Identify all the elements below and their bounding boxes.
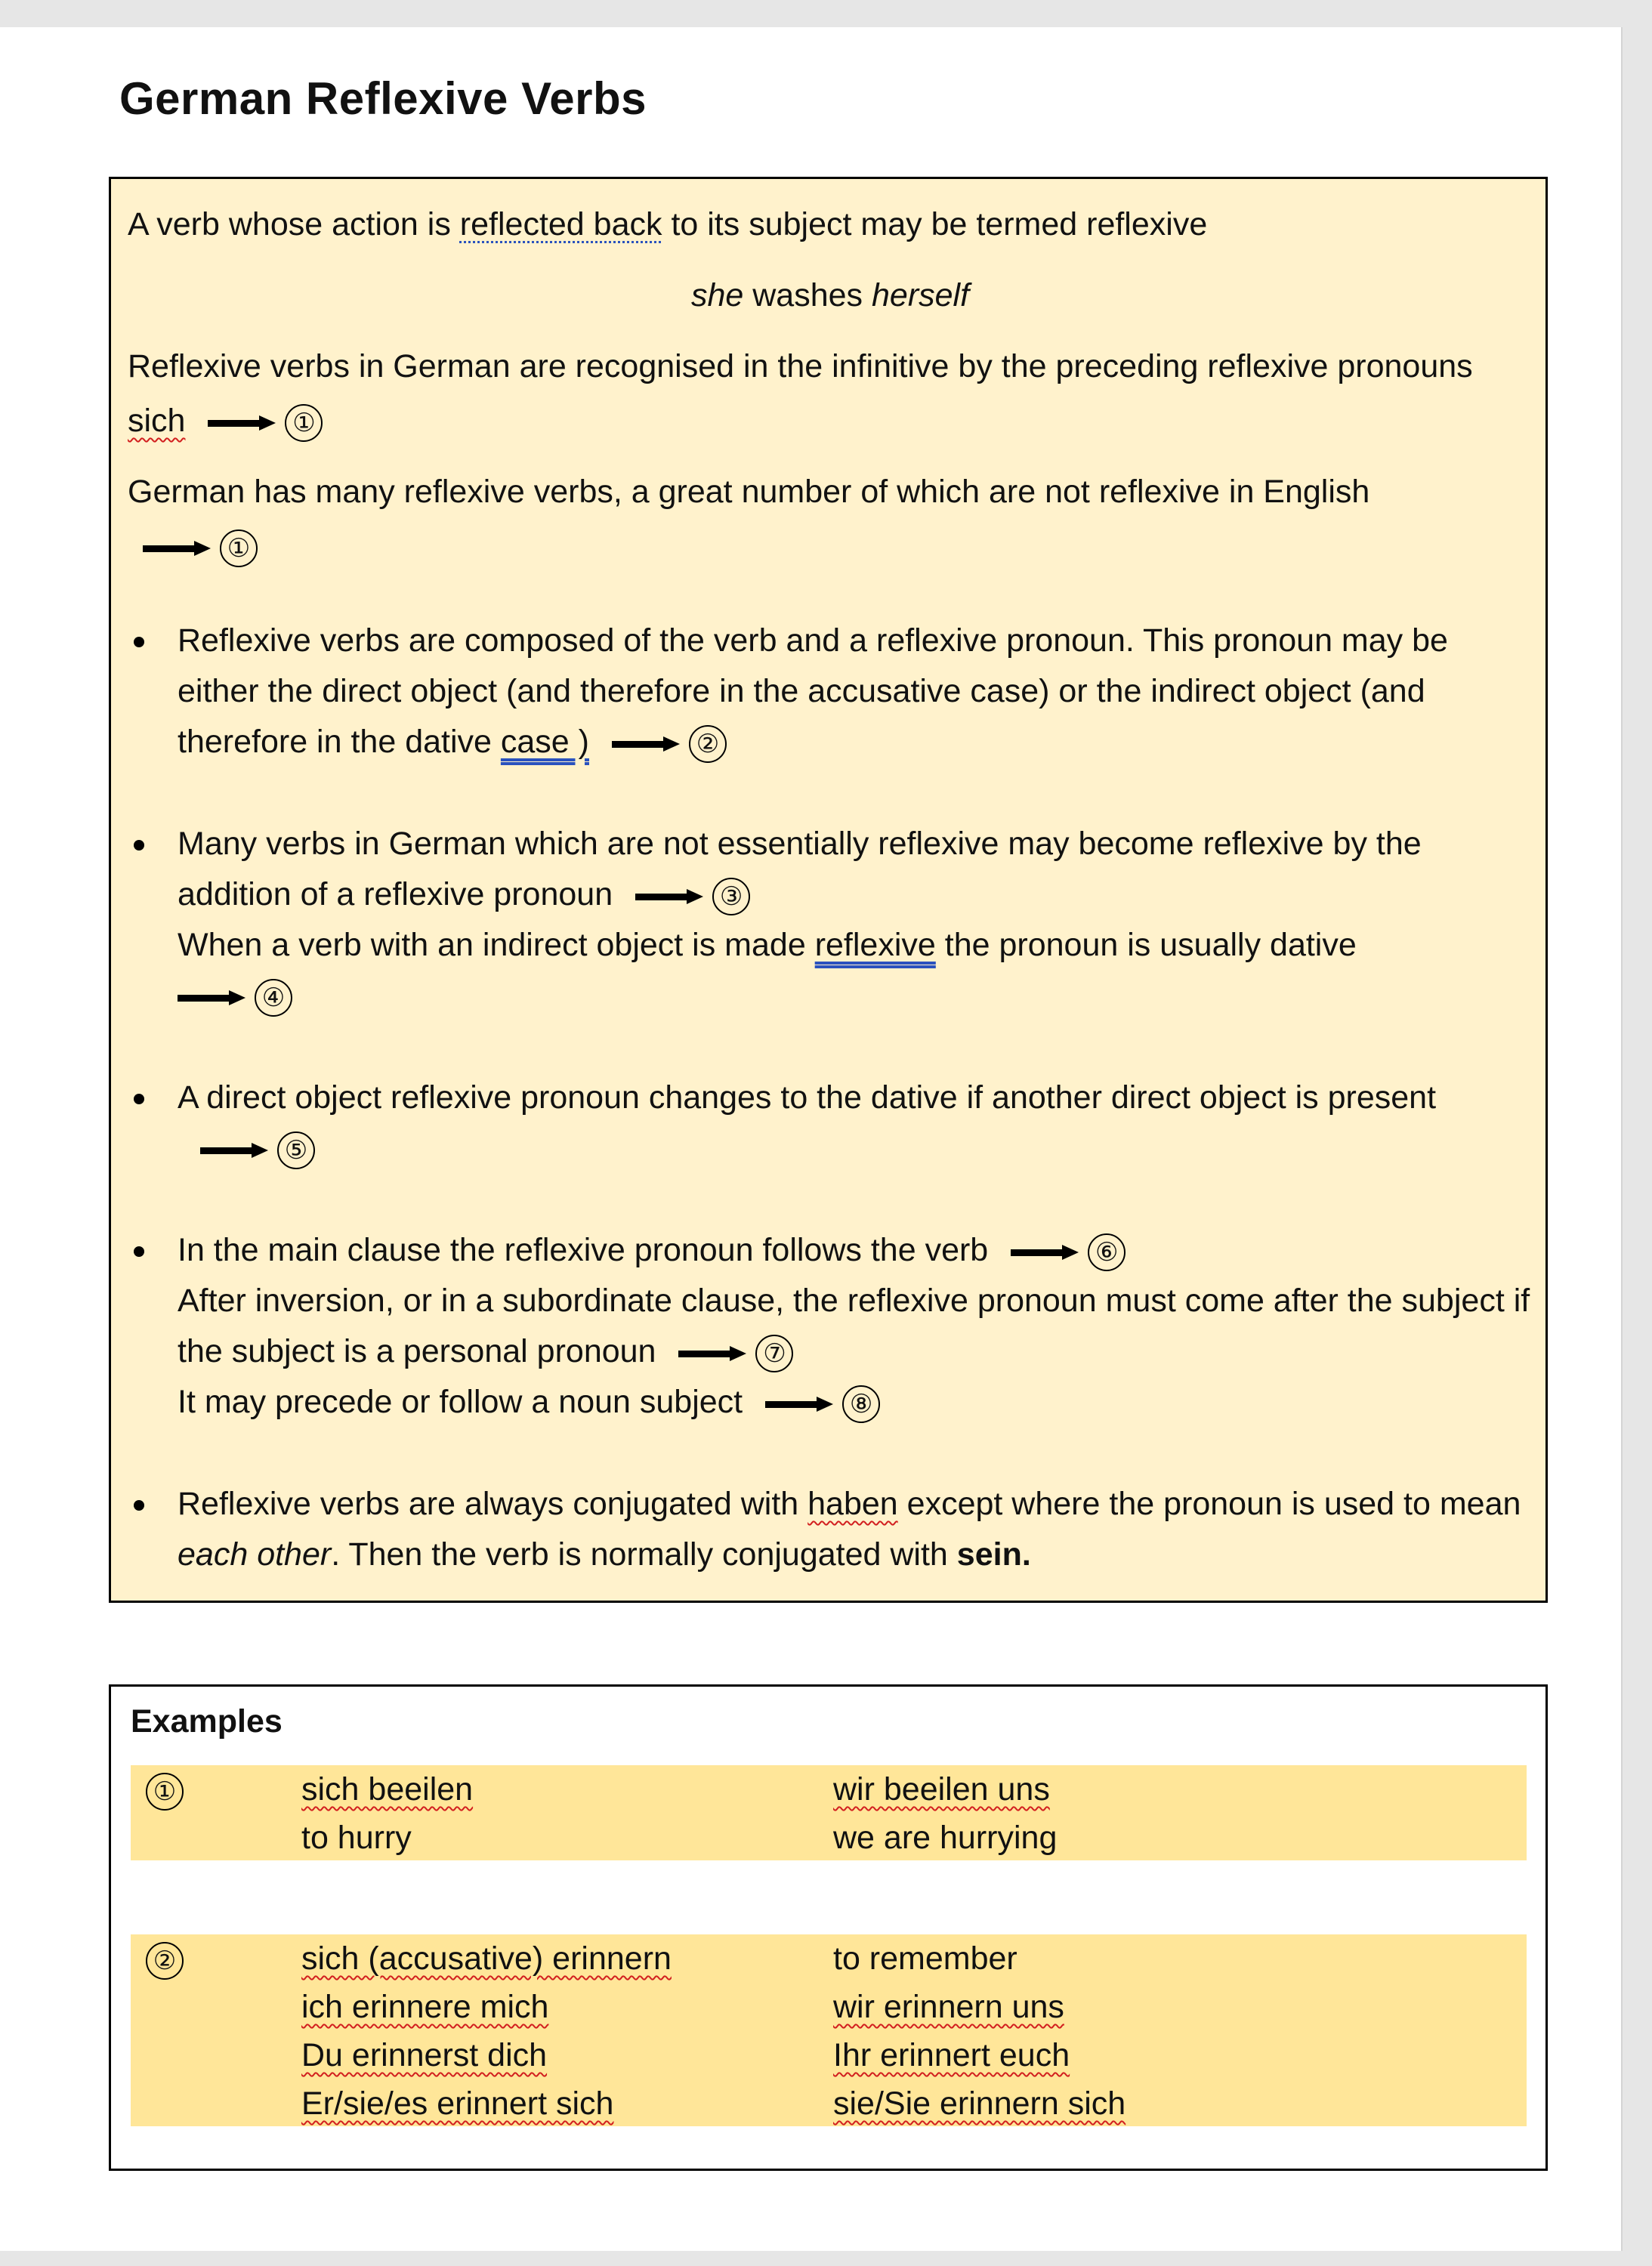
many-verbs-text: German has many reflexive verbs, a great number of which are not reflexive in English [128,474,1370,510]
example-herself: herself [871,277,970,313]
reflexive-link-text: reflexive [814,927,936,963]
example-german-line: ich erinnere mich [301,1989,549,2025]
examples-heading: Examples [131,1703,283,1740]
example-german-line: wir beeilen uns [833,1771,1050,1808]
page-edge-shadow [1621,27,1623,2251]
rule-text: Reflexive verbs are composed of the verb and a reflexive pronoun. This pronoun may be either the direct object (and therefore in the accusative case) or the indirect object (and therefore in the dative [178,622,1448,760]
arrow-icon [208,415,277,431]
rule-text-dative-end: the pronoun is usually dative [935,927,1357,963]
examples-box [109,1684,1548,2171]
rule-text: A direct object reflexive pronoun changes to the dative if another direct object is present [178,1079,1437,1116]
intro-text: A verb whose action is [128,206,460,242]
example-german-line: sich beeilen [301,1771,474,1808]
rule-text: Many verbs in German which are not essentially reflexive may become reflexive by the addition of a reflexive pronoun [178,826,1422,912]
rule-text: Reflexive verbs are always conjugated with [178,1486,808,1522]
intro-text-end: to its subject may be termed reflexive [662,206,1208,242]
example-german-line: Du erinnerst dich [301,2037,548,2073]
arrow-icon [765,1397,835,1412]
rule-item-direct-object [128,1073,1533,1174]
rule-text-after: . Then the verb is normally conjugated with [331,1536,957,1573]
intro-paragraph [128,197,1533,252]
example-col-german [301,1765,473,1862]
page-title: German Reflexive Verbs [119,73,647,124]
example-german-line: wir erinnern uns [833,1989,1064,2025]
rule-text-middle: except where the pronoun is used to mean [897,1486,1521,1522]
arrow-icon [678,1346,748,1361]
example-block-2 [131,1934,1527,2126]
ref-number-2: ② [146,1942,184,1980]
ref-number-1: ① [220,529,258,567]
rule-item-become-reflexive [128,819,1533,1021]
ref-number-5: ⑤ [277,1131,315,1169]
ref-number-2: ② [689,725,727,763]
arrow-icon [178,990,247,1005]
example-col-conjugated [833,1934,1126,2128]
ref-number-4: ④ [255,979,292,1017]
example-she: she [690,277,744,313]
ref-number-7: ⑦ [755,1335,793,1372]
sein-word: sein. [956,1536,1031,1573]
rule-item-word-order [128,1225,1533,1428]
example-german-line: Er/sie/es erinnert sich [301,2085,614,2122]
example-col-conjugated [833,1765,1057,1862]
rule-text-dative: When a verb with an indirect object is made [178,927,815,963]
example-german-line: sie/Sie erinnern sich [833,2085,1126,2122]
example-english-line: to remember [833,1940,1017,1977]
rules-box [109,177,1548,1603]
example-washes: washes [743,277,872,313]
arrow-icon [143,541,212,556]
arrow-icon [612,736,681,752]
ref-number-1: ① [146,1773,184,1811]
arrow-icon [1011,1245,1080,1260]
intro-link-text: reflected back [459,206,662,242]
arrow-icon [635,889,705,904]
ref-number-1: ① [285,404,323,442]
example-block-1 [131,1765,1527,1860]
rule-text-noun-subject: It may precede or follow a noun subject [178,1384,743,1420]
example-sentence [128,268,1533,323]
rules-content [128,197,1533,1632]
example-german-line: sich (accusative) erinnern [301,1940,672,1977]
infinitive-paragraph [128,339,1533,448]
haben-word: haben [807,1486,898,1522]
sich-word: sich [128,403,186,439]
rule-item-composition [128,616,1533,767]
case-link-text: case ) [500,724,589,760]
rule-item-conjugation [128,1479,1533,1580]
rule-text-inversion: After inversion, or in a subordinate clause, the reflexive pronoun must come after the subject if the subject is a personal pronoun [178,1283,1530,1369]
many-verbs-paragraph [128,465,1533,573]
example-english-line: to hurry [301,1820,412,1856]
example-col-german [301,1934,672,2128]
rule-text: In the main clause the reflexive pronoun follows the verb [178,1232,989,1268]
ref-number-6: ⑥ [1088,1233,1126,1271]
arrow-icon [200,1143,270,1158]
ref-number-8: ⑧ [842,1385,880,1423]
rules-list [128,616,1533,1580]
infinitive-text: Reflexive verbs in German are recognised in the infinitive by the preceding reflexive pronouns [128,348,1473,384]
ref-number-3: ③ [712,878,750,915]
each-other-text: each other [178,1536,332,1573]
example-german-line: Ihr erinnert euch [833,2037,1070,2073]
example-english-line: we are hurrying [833,1820,1058,1856]
